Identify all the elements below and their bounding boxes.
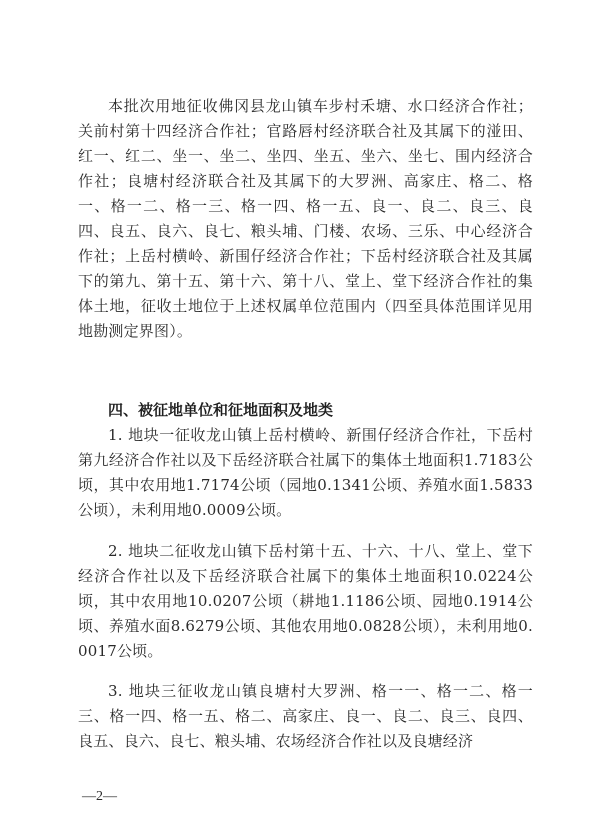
section-heading: 四、被征地单位和征地面积及地类 — [108, 401, 334, 419]
paragraph-parcel-1: 1. 地块一征收龙山镇上岳村横岭、新围仔经济合作社，下岳村第九经济合作社以及下岳经济联合社属下的集体土地面积1.7183公顷，其中农用地1.7174公顷（园地0.1341公顷、养殖水面1.5833公顷），未利用地0.0009公顷。 — [78, 426, 533, 519]
page-number: —2— — [82, 789, 117, 804]
paragraph-expropriation-scope: 本批次用地征收佛冈县龙山镇车步村禾塘、水口经济合作社；关前村第十四经济合作社；官路唇村经济联合社及其属下的湴田、红一、红二、坐一、坐二、坐四、坐五、坐六、坐七、围内经济合作社；良塘村经济联合社及其属下的大罗洲、高家庄、格二、格一、格一二、格一三、格一四、格一五、良一、良二、良三、良四、良五、良六、良七、粮头埔、门楼、农场、三乐、中心经济合作社；上岳村横岭、新围仔经济合作社；下岳村经济联合社及其属下的第九、第十五、第十六、第十八、堂上、堂下经济合作社的集体土地，征收土地位于上述权属单位范围内（四至具体范围详见用地勘测定界图）。 — [78, 97, 533, 340]
paragraph-parcel-3: 3. 地块三征收龙山镇良塘村大罗洲、格一一、格一二、格一三、格一四、格一五、格二、高家庄、良一、良二、良三、良四、良五、良六、良七、粮头埔、农场经济合作社以及良塘经济 — [78, 682, 533, 750]
paragraph-parcel-2: 2. 地块二征收龙山镇下岳村第十五、十六、十八、堂上、堂下经济合作社以及下岳经济联合社属下的集体土地面积10.0224公顷，其中农用地10.0207公顷（耕地1.1186公顷、园地0.1914公顷、养殖水面8.6279公顷、其他农用地0.0828公顷），未利用地0.0017公顷。 — [78, 542, 533, 660]
